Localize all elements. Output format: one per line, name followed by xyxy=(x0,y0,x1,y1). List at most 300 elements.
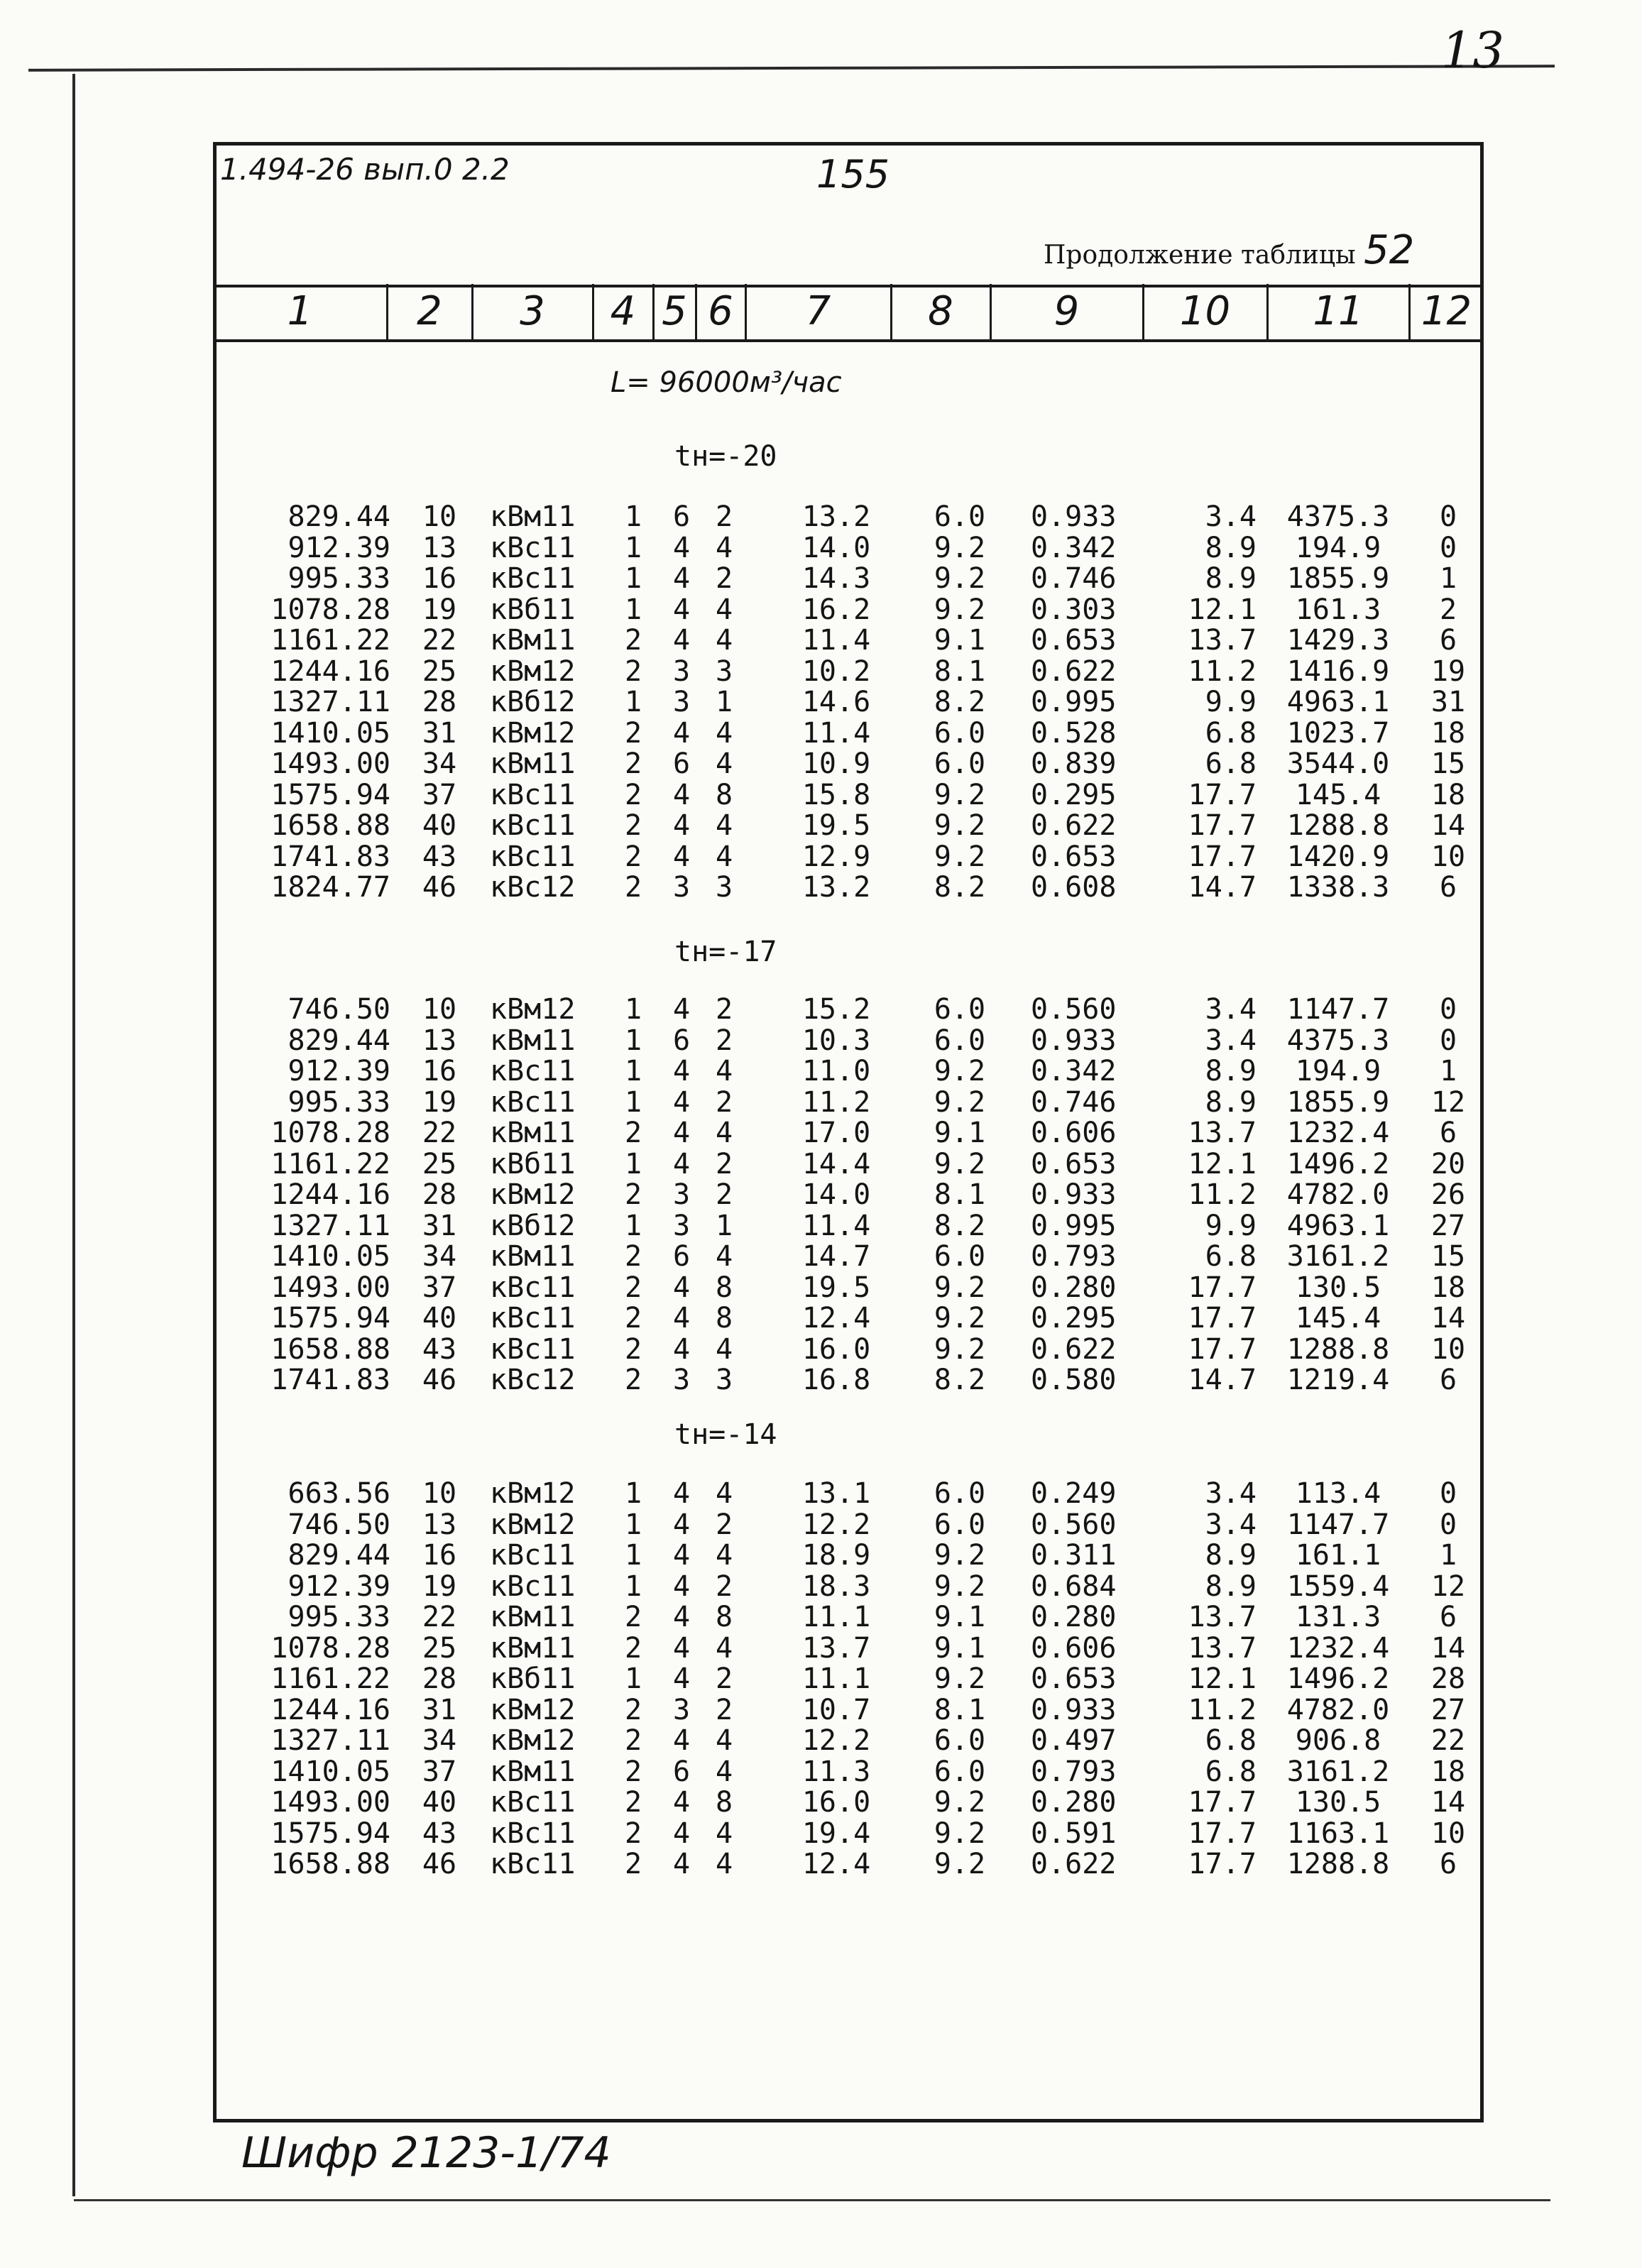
cell-col-7: 17.0 xyxy=(801,1117,871,1149)
cell-col-7: 11.0 xyxy=(801,1055,871,1088)
cell-col-1: 1493.00 xyxy=(270,1271,390,1304)
cell-col-1: 1161.22 xyxy=(270,624,390,657)
cell-col-5: 4 xyxy=(672,1569,691,1603)
cell-col-11: 1288.8 xyxy=(1286,1332,1390,1366)
cell-col-7: 11.4 xyxy=(801,1209,871,1242)
cell-col-5: 4 xyxy=(672,1662,691,1695)
cell-col-11: 130.5 xyxy=(1295,1786,1381,1819)
cell-col-6: 4 xyxy=(715,531,733,564)
cell-col-12: 14 xyxy=(1430,1631,1466,1665)
cell-col-2: 10 xyxy=(422,1477,457,1510)
cell-col-9: 0.295 xyxy=(1031,778,1117,811)
cell-col-8: 9.1 xyxy=(934,1601,986,1633)
cell-col-10: 8.9 xyxy=(1205,1085,1257,1119)
cell-col-4: 2 xyxy=(624,1601,642,1633)
cell-col-10: 8.9 xyxy=(1205,562,1257,595)
cell-col-4: 1 xyxy=(624,593,642,626)
cell-col-5: 4 xyxy=(672,1508,691,1541)
cell-col-2: 19 xyxy=(422,593,457,626)
cell-col-8: 9.2 xyxy=(934,1085,986,1119)
cell-col-4: 1 xyxy=(624,686,642,718)
cell-col-10: 3.4 xyxy=(1205,1477,1257,1510)
cell-col-10: 8.9 xyxy=(1205,1055,1257,1088)
cell-col-11: 3161.2 xyxy=(1286,1755,1390,1788)
cell-col-12: 0 xyxy=(1439,531,1457,564)
cell-col-2: 25 xyxy=(422,654,457,688)
cell-col-8: 6.0 xyxy=(934,1508,986,1541)
cell-col-12: 20 xyxy=(1430,1147,1466,1180)
cell-col-4: 2 xyxy=(624,1631,642,1665)
table-row xyxy=(0,1087,1642,1118)
cell-col-11: 1496.2 xyxy=(1286,1662,1390,1695)
cell-col-4: 1 xyxy=(624,531,642,564)
cell-col-9: 0.793 xyxy=(1031,1240,1117,1273)
cell-col-4: 2 xyxy=(624,1755,642,1788)
cell-col-12: 14 xyxy=(1430,1786,1466,1819)
cell-col-1: 1161.22 xyxy=(270,1147,390,1180)
cell-col-11: 1232.4 xyxy=(1286,1117,1390,1149)
cell-col-7: 11.2 xyxy=(801,1085,871,1119)
cell-col-10: 14.7 xyxy=(1188,1364,1257,1396)
cell-col-8: 9.2 xyxy=(934,809,986,842)
cell-col-5: 4 xyxy=(672,1631,691,1665)
column-number-2: 2 xyxy=(417,287,442,334)
cell-col-5: 4 xyxy=(672,1817,691,1850)
cell-col-10: 6.8 xyxy=(1205,1755,1257,1788)
cell-col-3: кВм11 xyxy=(490,1117,576,1149)
cell-col-10: 14.7 xyxy=(1188,871,1257,904)
cell-col-2: 28 xyxy=(422,686,457,718)
cell-col-4: 2 xyxy=(624,1786,642,1819)
cell-col-12: 0 xyxy=(1439,993,1457,1026)
cell-col-12: 15 xyxy=(1430,1240,1466,1273)
cell-col-7: 19.5 xyxy=(801,1271,871,1304)
cell-col-1: 1741.83 xyxy=(270,840,390,873)
cell-col-2: 37 xyxy=(422,778,457,811)
cell-col-5: 4 xyxy=(672,1302,691,1335)
cell-col-5: 4 xyxy=(672,1477,691,1510)
cell-col-6: 4 xyxy=(715,809,733,842)
cell-col-5: 4 xyxy=(672,624,691,657)
cell-col-8: 9.2 xyxy=(934,1662,986,1695)
cell-col-11: 4782.0 xyxy=(1286,1693,1390,1726)
cell-col-7: 12.2 xyxy=(801,1724,871,1757)
cell-col-6: 4 xyxy=(715,747,733,780)
cell-col-7: 11.1 xyxy=(801,1662,871,1695)
column-separator xyxy=(471,284,474,339)
column-number-11: 11 xyxy=(1313,287,1364,334)
cell-col-4: 2 xyxy=(624,1724,642,1757)
cell-col-4: 2 xyxy=(624,1240,642,1273)
cell-col-12: 0 xyxy=(1439,500,1457,533)
cell-col-12: 31 xyxy=(1430,686,1466,718)
cell-col-9: 0.839 xyxy=(1031,747,1117,780)
cell-col-11: 4963.1 xyxy=(1286,686,1390,718)
cell-col-6: 3 xyxy=(715,871,733,904)
cell-col-7: 16.2 xyxy=(801,593,871,626)
cell-col-4: 2 xyxy=(624,1117,642,1149)
cell-col-7: 12.9 xyxy=(801,840,871,873)
cell-col-4: 1 xyxy=(624,500,642,533)
cell-col-12: 1 xyxy=(1439,1055,1457,1088)
continuation-title xyxy=(1044,227,1414,273)
cell-col-7: 16.8 xyxy=(801,1364,871,1396)
cell-col-2: 16 xyxy=(422,1539,457,1572)
cell-col-5: 3 xyxy=(672,871,691,904)
cell-col-11: 1288.8 xyxy=(1286,809,1390,842)
cell-col-7: 13.2 xyxy=(801,871,871,904)
cell-col-4: 2 xyxy=(624,1817,642,1850)
cell-col-6: 4 xyxy=(715,1755,733,1788)
cell-col-10: 6.8 xyxy=(1205,716,1257,750)
table-row xyxy=(0,625,1642,656)
cell-col-12: 10 xyxy=(1430,1332,1466,1366)
cell-col-4: 1 xyxy=(624,1477,642,1510)
column-separator xyxy=(1142,284,1144,339)
cell-col-11: 194.9 xyxy=(1295,1055,1381,1088)
table-row xyxy=(0,748,1642,779)
cell-col-9: 0.933 xyxy=(1031,500,1117,533)
cell-col-7: 14.6 xyxy=(801,686,871,718)
cell-col-12: 18 xyxy=(1430,1271,1466,1304)
cell-col-12: 10 xyxy=(1430,840,1466,873)
table-row xyxy=(0,594,1642,625)
cell-col-10: 3.4 xyxy=(1205,993,1257,1026)
cell-col-12: 15 xyxy=(1430,747,1466,780)
cell-col-3: кВм11 xyxy=(490,500,576,533)
cell-col-9: 0.280 xyxy=(1031,1786,1117,1819)
cell-col-3: кВб12 xyxy=(490,686,576,718)
cell-col-4: 2 xyxy=(624,716,642,750)
cell-col-12: 22 xyxy=(1430,1724,1466,1757)
cell-col-6: 8 xyxy=(715,1271,733,1304)
cell-col-8: 6.0 xyxy=(934,1755,986,1788)
cell-col-7: 18.3 xyxy=(801,1569,871,1603)
column-separator xyxy=(990,284,992,339)
cell-col-3: кВм12 xyxy=(490,1477,576,1510)
cell-col-4: 2 xyxy=(624,1332,642,1366)
cell-col-7: 15.2 xyxy=(801,993,871,1026)
cell-col-10: 3.4 xyxy=(1205,1024,1257,1057)
cell-col-4: 2 xyxy=(624,624,642,657)
cell-col-9: 0.342 xyxy=(1031,1055,1117,1088)
cell-col-3: кВм11 xyxy=(490,1024,576,1057)
cell-col-8: 6.0 xyxy=(934,1477,986,1510)
column-number-9: 9 xyxy=(1053,287,1080,334)
cell-col-4: 2 xyxy=(624,654,642,688)
cell-col-8: 6.0 xyxy=(934,993,986,1026)
table-number: 52 xyxy=(1364,227,1415,273)
cell-col-10: 11.2 xyxy=(1188,654,1257,688)
cell-col-9: 0.280 xyxy=(1031,1601,1117,1633)
cell-col-12: 6 xyxy=(1439,871,1457,904)
cell-col-2: 43 xyxy=(422,1817,457,1850)
cell-col-3: кВс11 xyxy=(490,1817,576,1850)
cell-col-6: 2 xyxy=(715,1693,733,1726)
cell-col-1: 1741.83 xyxy=(270,1364,390,1396)
cell-col-1: 1824.77 xyxy=(270,871,390,904)
cell-col-1: 1658.88 xyxy=(270,1848,390,1880)
cell-col-7: 10.3 xyxy=(801,1024,871,1057)
cell-col-1: 829.44 xyxy=(288,1024,390,1057)
table-row xyxy=(0,1571,1642,1602)
cell-col-5: 4 xyxy=(672,1332,691,1366)
cell-col-3: кВм12 xyxy=(490,1724,576,1757)
cell-col-6: 4 xyxy=(715,840,733,873)
cell-col-9: 0.995 xyxy=(1031,686,1117,718)
cell-col-7: 14.7 xyxy=(801,1240,871,1273)
cell-col-12: 26 xyxy=(1430,1178,1466,1211)
cell-col-9: 0.622 xyxy=(1031,809,1117,842)
cell-col-8: 9.2 xyxy=(934,1271,986,1304)
cell-col-5: 4 xyxy=(672,1271,691,1304)
cell-col-11: 3161.2 xyxy=(1286,1240,1390,1273)
cell-col-6: 2 xyxy=(715,1508,733,1541)
cell-col-1: 995.33 xyxy=(288,1601,390,1633)
cell-col-12: 6 xyxy=(1439,1364,1457,1396)
cell-col-9: 0.560 xyxy=(1031,1508,1117,1541)
cell-col-4: 1 xyxy=(624,1085,642,1119)
cell-col-5: 4 xyxy=(672,1601,691,1633)
cell-col-1: 1078.28 xyxy=(270,593,390,626)
cell-col-9: 0.746 xyxy=(1031,562,1117,595)
cell-col-2: 28 xyxy=(422,1662,457,1695)
cell-col-3: кВс11 xyxy=(490,1055,576,1088)
section-title: tн=-17 xyxy=(674,936,777,968)
cell-col-9: 0.622 xyxy=(1031,654,1117,688)
cell-col-10: 8.9 xyxy=(1205,1569,1257,1603)
cell-col-10: 17.7 xyxy=(1188,1786,1257,1819)
cell-col-10: 13.7 xyxy=(1188,1631,1257,1665)
cell-col-6: 8 xyxy=(715,1601,733,1633)
cell-col-8: 9.2 xyxy=(934,778,986,811)
cell-col-12: 12 xyxy=(1430,1085,1466,1119)
cell-col-5: 6 xyxy=(672,747,691,780)
table-row xyxy=(0,563,1642,594)
table-row xyxy=(0,1540,1642,1571)
cell-col-5: 4 xyxy=(672,716,691,750)
cell-col-11: 906.8 xyxy=(1295,1724,1381,1757)
cell-col-6: 8 xyxy=(715,1786,733,1819)
corner-page-mark: 13 xyxy=(1441,21,1505,80)
cell-col-8: 9.1 xyxy=(934,1117,986,1149)
cell-col-1: 995.33 xyxy=(288,1085,390,1119)
cell-col-6: 1 xyxy=(715,686,733,718)
cell-col-1: 1575.94 xyxy=(270,1817,390,1850)
section-title: tн=-14 xyxy=(674,1418,777,1451)
cell-col-5: 6 xyxy=(672,500,691,533)
cell-col-7: 12.4 xyxy=(801,1848,871,1880)
cell-col-11: 161.3 xyxy=(1295,593,1381,626)
column-number-5: 5 xyxy=(662,287,687,334)
cell-col-1: 912.39 xyxy=(288,1569,390,1603)
cell-col-7: 12.4 xyxy=(801,1302,871,1335)
cell-col-7: 14.4 xyxy=(801,1147,871,1180)
cell-col-9: 0.295 xyxy=(1031,1302,1117,1335)
cell-col-5: 4 xyxy=(672,562,691,595)
cell-col-12: 14 xyxy=(1430,809,1466,842)
table-row xyxy=(0,779,1642,811)
cell-col-9: 0.311 xyxy=(1031,1539,1117,1572)
table-row xyxy=(0,1787,1642,1818)
column-separator xyxy=(1408,284,1411,339)
cell-col-2: 16 xyxy=(422,1055,457,1088)
cell-col-7: 14.0 xyxy=(801,1178,871,1211)
cell-col-4: 2 xyxy=(624,871,642,904)
continuation-label: Продолжение таблицы xyxy=(1044,241,1356,270)
cell-col-3: кВм11 xyxy=(490,1240,576,1273)
cell-col-7: 14.3 xyxy=(801,562,871,595)
cell-col-7: 10.2 xyxy=(801,654,871,688)
cell-col-4: 2 xyxy=(624,1178,642,1211)
cell-col-2: 31 xyxy=(422,1693,457,1726)
table-row xyxy=(0,1848,1642,1880)
cell-col-3: кВм11 xyxy=(490,747,576,780)
cell-col-8: 8.1 xyxy=(934,1178,986,1211)
cell-col-6: 2 xyxy=(715,1178,733,1211)
cell-col-6: 4 xyxy=(715,1240,733,1273)
cell-col-1: 1244.16 xyxy=(270,654,390,688)
cell-col-5: 4 xyxy=(672,1539,691,1572)
cell-col-9: 0.653 xyxy=(1031,624,1117,657)
cell-col-5: 4 xyxy=(672,778,691,811)
cell-col-1: 995.33 xyxy=(288,562,390,595)
document-note: 1.494-26 вып.0 2.2 xyxy=(220,152,510,187)
cell-col-6: 4 xyxy=(715,1055,733,1088)
cell-col-5: 3 xyxy=(672,1178,691,1211)
cell-col-1: 1327.11 xyxy=(270,1724,390,1757)
cell-col-3: кВс11 xyxy=(490,1302,576,1335)
cell-col-10: 6.8 xyxy=(1205,1240,1257,1273)
cell-col-2: 28 xyxy=(422,1178,457,1211)
cell-col-11: 4963.1 xyxy=(1286,1209,1390,1242)
cell-col-12: 6 xyxy=(1439,1601,1457,1633)
cell-col-3: кВс11 xyxy=(490,1539,576,1572)
cell-col-8: 9.2 xyxy=(934,531,986,564)
cell-col-2: 34 xyxy=(422,1240,457,1273)
cell-col-11: 1147.7 xyxy=(1286,1508,1390,1541)
cell-col-9: 0.933 xyxy=(1031,1693,1117,1726)
cell-col-8: 8.2 xyxy=(934,871,986,904)
cell-col-8: 9.2 xyxy=(934,1539,986,1572)
cell-col-7: 13.7 xyxy=(801,1631,871,1665)
cell-col-4: 1 xyxy=(624,562,642,595)
cell-col-12: 0 xyxy=(1439,1477,1457,1510)
cell-col-6: 4 xyxy=(715,1477,733,1510)
cell-col-8: 9.1 xyxy=(934,624,986,657)
cell-col-2: 37 xyxy=(422,1755,457,1788)
cell-col-11: 145.4 xyxy=(1295,778,1381,811)
cell-col-12: 19 xyxy=(1430,654,1466,688)
cell-col-3: кВб11 xyxy=(490,1662,576,1695)
cell-col-6: 4 xyxy=(715,1724,733,1757)
cell-col-8: 6.0 xyxy=(934,747,986,780)
cell-col-8: 6.0 xyxy=(934,1724,986,1757)
cell-col-11: 4782.0 xyxy=(1286,1178,1390,1211)
cell-col-4: 2 xyxy=(624,1271,642,1304)
page-number: 155 xyxy=(816,152,890,197)
cell-col-2: 13 xyxy=(422,1508,457,1541)
cell-col-9: 0.653 xyxy=(1031,1147,1117,1180)
cell-col-5: 3 xyxy=(672,1209,691,1242)
column-separator xyxy=(592,284,594,339)
cell-col-6: 2 xyxy=(715,1569,733,1603)
cell-col-7: 11.4 xyxy=(801,624,871,657)
cell-col-1: 829.44 xyxy=(288,500,390,533)
cell-col-3: кВм11 xyxy=(490,1755,576,1788)
cell-col-2: 19 xyxy=(422,1085,457,1119)
cell-col-12: 18 xyxy=(1430,716,1466,750)
cell-col-1: 1078.28 xyxy=(270,1117,390,1149)
cell-col-1: 1410.05 xyxy=(270,1755,390,1788)
cell-col-8: 6.0 xyxy=(934,1240,986,1273)
cell-col-4: 1 xyxy=(624,1508,642,1541)
cell-col-12: 6 xyxy=(1439,1848,1457,1880)
cell-col-9: 0.684 xyxy=(1031,1569,1117,1603)
cell-col-11: 1416.9 xyxy=(1286,654,1390,688)
cell-col-10: 17.7 xyxy=(1188,1332,1257,1366)
cell-col-8: 9.2 xyxy=(934,1055,986,1088)
column-separator xyxy=(386,284,388,339)
cell-col-9: 0.746 xyxy=(1031,1085,1117,1119)
cell-col-9: 0.606 xyxy=(1031,1631,1117,1665)
cell-col-2: 46 xyxy=(422,1848,457,1880)
cell-col-1: 746.50 xyxy=(288,1508,390,1541)
table-row xyxy=(0,501,1642,532)
table-row xyxy=(0,686,1642,718)
cell-col-9: 0.933 xyxy=(1031,1024,1117,1057)
cell-col-7: 10.7 xyxy=(801,1693,871,1726)
cell-col-12: 6 xyxy=(1439,624,1457,657)
cell-col-12: 28 xyxy=(1430,1662,1466,1695)
cell-col-11: 1559.4 xyxy=(1286,1569,1390,1603)
cell-col-2: 40 xyxy=(422,1302,457,1335)
cell-col-6: 4 xyxy=(715,1117,733,1149)
table-row xyxy=(0,1725,1642,1756)
column-number-7: 7 xyxy=(805,287,831,334)
cell-col-12: 6 xyxy=(1439,1117,1457,1149)
cell-col-8: 9.2 xyxy=(934,1786,986,1819)
cell-col-3: кВм12 xyxy=(490,993,576,1026)
cell-col-7: 12.2 xyxy=(801,1508,871,1541)
table-row xyxy=(0,1241,1642,1272)
cell-col-3: кВс11 xyxy=(490,1786,576,1819)
cell-col-7: 11.1 xyxy=(801,1601,871,1633)
cell-col-1: 829.44 xyxy=(288,1539,390,1572)
cell-col-10: 17.7 xyxy=(1188,1817,1257,1850)
cell-col-10: 13.7 xyxy=(1188,1117,1257,1149)
cell-col-2: 10 xyxy=(422,500,457,533)
cell-col-6: 4 xyxy=(715,1539,733,1572)
cell-col-8: 9.2 xyxy=(934,1817,986,1850)
cell-col-10: 6.8 xyxy=(1205,747,1257,780)
cell-col-8: 8.2 xyxy=(934,686,986,718)
cell-col-4: 2 xyxy=(624,1364,642,1396)
cell-col-1: 663.56 xyxy=(288,1477,390,1510)
cell-col-4: 1 xyxy=(624,1662,642,1695)
cell-col-10: 12.1 xyxy=(1188,593,1257,626)
cell-col-5: 4 xyxy=(672,840,691,873)
column-number-1: 1 xyxy=(287,287,313,334)
cell-col-11: 4375.3 xyxy=(1286,500,1390,533)
cell-col-2: 40 xyxy=(422,1786,457,1819)
cell-col-9: 0.528 xyxy=(1031,716,1117,750)
cell-col-1: 1244.16 xyxy=(270,1178,390,1211)
table-row xyxy=(0,718,1642,749)
table-row xyxy=(0,1509,1642,1540)
cell-col-5: 4 xyxy=(672,593,691,626)
cell-col-5: 6 xyxy=(672,1024,691,1057)
